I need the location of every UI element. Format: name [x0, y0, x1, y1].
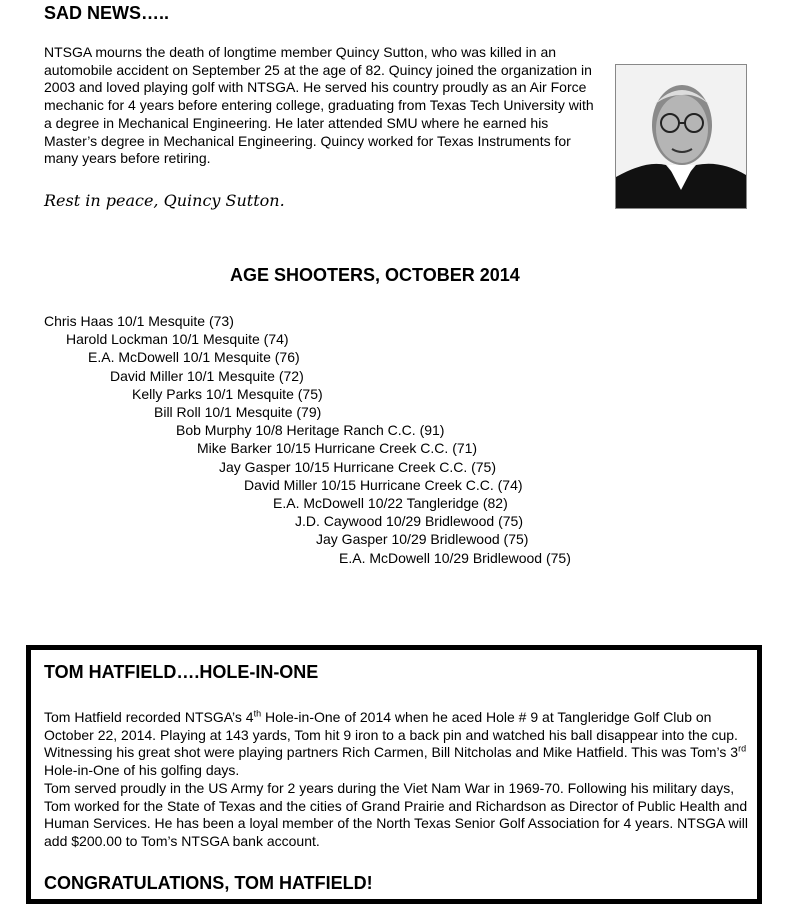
- age-shooter-entry: Jay Gasper 10/15 Hurricane Creek C.C. (75): [219, 458, 496, 475]
- rest-in-peace-line: Rest in peace, Quincy Sutton.: [44, 191, 285, 210]
- age-shooter-entry: David Miller 10/15 Hurricane Creek C.C. (74): [244, 476, 523, 493]
- p1-text-a: Tom Hatfield recorded NTSGA’s 4: [44, 709, 254, 725]
- age-shooter-entry: David Miller 10/1 Mesquite (72): [110, 367, 304, 384]
- hole-in-one-paragraph-1: [44, 709, 756, 780]
- hole-in-one-heading: TOM HATFIELD….HOLE-IN-ONE: [44, 662, 319, 682]
- age-shooters-heading: AGE SHOOTERS, OCTOBER 2014: [230, 265, 520, 285]
- age-shooter-entry: Chris Haas 10/1 Mesquite (73): [44, 313, 234, 329]
- age-shooter-entry: Kelly Parks 10/1 Mesquite (75): [132, 385, 323, 402]
- portrait-photo: [615, 64, 747, 209]
- portrait-image: [616, 65, 746, 208]
- congratulations-line: CONGRATULATIONS, TOM HATFIELD!: [44, 873, 373, 893]
- age-shooter-entry: E.A. McDowell 10/22 Tangleridge (82): [273, 495, 508, 511]
- p1-text-c: Hole-in-One of his golfing days.: [44, 762, 240, 779]
- hole-in-one-text: [44, 709, 756, 851]
- hole-in-one-paragraph-2: Tom served proudly in the US Army for 2 years during the Viet Nam War in 1969-70. Following his military days, Tom worked for the State of Texas and the cities of Grand Prairie and Richardson as Director of Public Health and Human Services. He has been a loyal member of the North Texas Senior Golf Association for 4 years. NTSGA will add $200.00 to Tom’s NTSGA bank account.: [44, 779, 748, 849]
- age-shooter-entry: Jay Gasper 10/29 Bridlewood (75): [316, 531, 529, 548]
- age-shooter-entry: E.A. McDowell 10/1 Mesquite (76): [88, 349, 300, 366]
- sad-news-heading: SAD NEWS…..: [44, 3, 170, 23]
- age-shooter-entry: E.A. McDowell 10/29 Bridlewood (75): [339, 549, 571, 566]
- age-shooter-entry: J.D. Caywood 10/29 Bridlewood (75): [295, 513, 524, 530]
- p1-sup-th: th: [253, 708, 262, 719]
- age-shooter-entry: Harold Lockman 10/1 Mesquite (74): [66, 331, 289, 348]
- p1-sup-rd: rd: [738, 743, 747, 754]
- age-shooter-entry: Bob Murphy 10/8 Heritage Ranch C.C. (91): [176, 422, 445, 439]
- age-shooter-entry: Mike Barker 10/15 Hurricane Creek C.C. (71): [197, 440, 478, 457]
- p1-text-b: Hole-in-One of 2014 when he aced Hole # 9 at Tangleridge Golf Club on October 22, 2014. Playing at 143 yards, Tom hit 9 iron to a back pin and watched his ball disappear into the cup. Witnessing his great shot were playing partners Rich Carmen, Bill Nitcholas and Mike Hatfield. This was Tom’s 3: [44, 709, 739, 761]
- obituary-text: NTSGA mourns the death of longtime member Quincy Sutton, who was killed in an automobile accident on September 25 at the age of 82. Quincy joined the organization in 2003 and loved playing golf with NTSGA. He served his country proudly as an Air Force mechanic for 4 years before entering college, graduating from Texas Tech University with a degree in Mechanical Engineering. He later attended SMU where he earned his Master’s degree in Mechanical Engineering. Quincy worked for Texas Instruments for many years before retiring.: [44, 44, 594, 167]
- age-shooter-entry: Bill Roll 10/1 Mesquite (79): [154, 404, 322, 420]
